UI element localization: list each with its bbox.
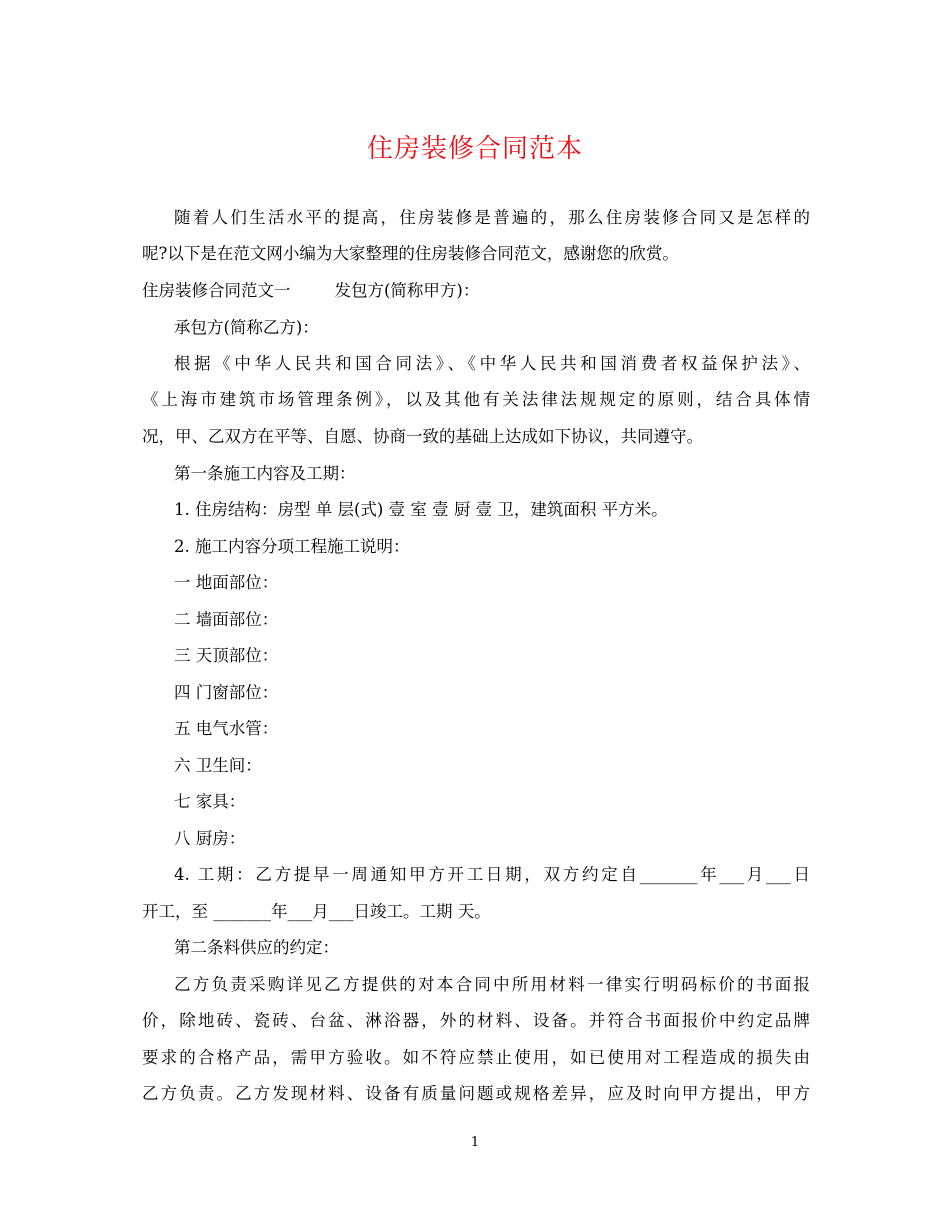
part-item: 五 电气水管： (174, 719, 279, 738)
basis-line-2: 《上海市建筑市场管理条例》，以及其他有关法律法规规定的原则，结合具体情 (142, 390, 810, 409)
article2-line-3: 要求的合格产品，需甲方验收。如不符应禁止使用，如已使用对工程造成的损失由 (142, 1048, 810, 1067)
part-item: 四 门窗部位： (174, 683, 279, 702)
part-item: 六 卫生间： (174, 756, 262, 775)
part-item: 一 地面部位： (174, 573, 279, 592)
document-title: 住房装修合同范本 (366, 134, 583, 164)
part-item: 七 家具： (174, 792, 246, 811)
part-item: 二 墙面部位： (174, 610, 279, 629)
article2-line-1: 乙方负责采购详见乙方提供的对本合同中所用材料一律实行明码标价的书面报 (174, 975, 810, 994)
article1-item2: 2. 施工内容分项工程施工说明： (174, 537, 410, 556)
party-b-label: 承包方(简称乙方)： (174, 318, 319, 337)
article1-heading: 第一条施工内容及工期： (174, 464, 356, 483)
party-a-label: 发包方(简称甲方)： (334, 281, 480, 300)
article1-item1: 1. 住房结构：房型 单 层(式) 壹 室 壹 厨 壹 卫，建筑面积 平方米。 (174, 500, 668, 519)
part-item: 三 天顶部位： (174, 646, 279, 665)
section-line (142, 280, 479, 302)
article1-item4-line2: 开工，至 _______年___月___日竣工。工期 天。 (142, 902, 491, 921)
section-label: 住房装修合同范文一 (142, 281, 291, 300)
page-number: 1 (470, 1135, 480, 1150)
intro-line-1: 随着人们生活水平的提高，住房装修是普遍的，那么住房装修合同又是怎样的 (174, 208, 810, 227)
article2-line-2: 价，除地砖、瓷砖、台盆、淋浴器，外的材料、设备。并符合书面报价中约定品牌 (142, 1011, 810, 1030)
article2-heading: 第二条料供应的约定： (174, 938, 339, 957)
article1-item4-line1: 4. 工期：乙方提早一周通知甲方开工日期，双方约定自_______年___月___日 (174, 865, 810, 884)
article2-line-4: 乙方负责。乙方发现材料、设备有质量问题或规格差异，应及时向甲方提出，甲方 (142, 1084, 810, 1103)
basis-line-3: 况，甲、乙双方在平等、自愿、协商一致的基础上达成如下协议，共同遵守。 (142, 427, 703, 446)
intro-line-2: 呢?以下是在范文网小编为大家整理的住房装修合同范文，感谢您的欣赏。 (142, 244, 679, 263)
part-item: 八 厨房： (174, 829, 246, 848)
basis-line-1: 根据《中华人民共和国合同法》、《中华人民共和国消费者权益保护法》、 (174, 354, 810, 373)
